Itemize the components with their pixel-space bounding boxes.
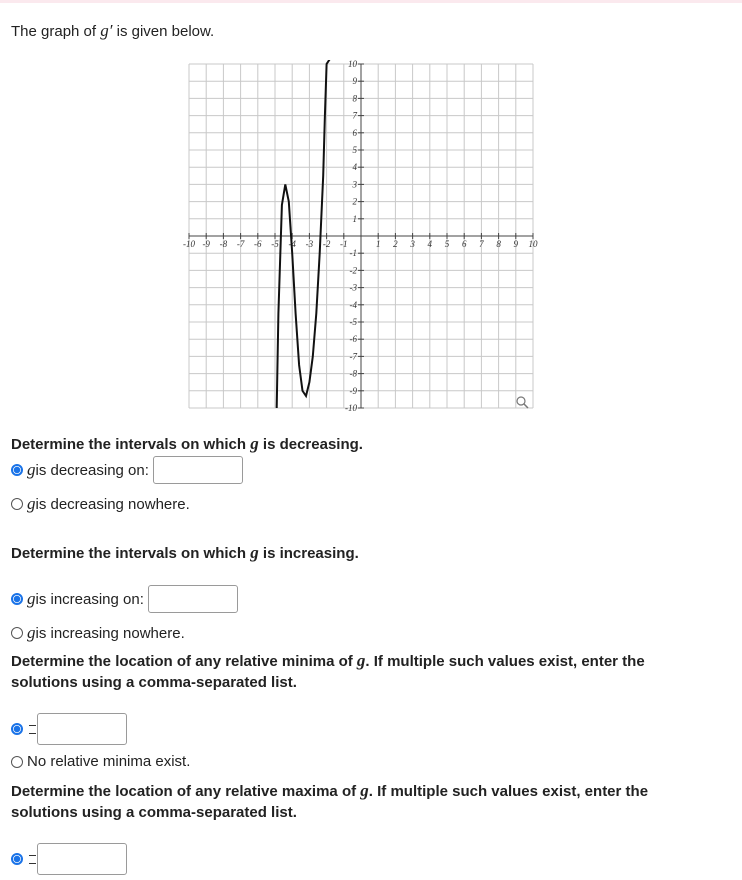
q4-after: . If multiple such values exist, enter the solutions using a comma-separated list.: [11, 783, 649, 821]
prompt-before: The graph of: [11, 23, 101, 40]
decreasing-on-option[interactable]: [11, 456, 243, 484]
q1-after: is decreasing.: [258, 436, 363, 453]
question-maxima: [11, 780, 701, 823]
derivative-curve: [277, 55, 346, 408]
x-tick-label: 10: [528, 239, 538, 249]
question-minima: [11, 650, 701, 693]
increasing-on-label: is increasing on:: [35, 590, 144, 608]
x-tick-label: -3: [305, 239, 314, 249]
x-tick-label: 4: [427, 239, 433, 249]
x-tick-label: -9: [202, 239, 210, 249]
decreasing-on-radio[interactable]: [11, 464, 23, 476]
question-increasing: [11, 542, 731, 564]
increasing-on-var: g: [27, 589, 36, 608]
q2-before: Determine the intervals on which: [11, 545, 251, 562]
y-tick-label: 10: [348, 59, 357, 69]
q3-after: . If multiple such values exist, enter the solutions using a comma-separated list.: [11, 653, 645, 691]
y-tick-label: -1: [349, 248, 357, 259]
x-tick-label: 9: [513, 239, 519, 249]
y-tick-label: 1: [352, 213, 357, 224]
decreasing-on-var: g: [27, 460, 36, 479]
q1-var: g: [250, 434, 259, 453]
q2-var: g: [250, 543, 259, 562]
prompt-function: g′: [100, 21, 113, 40]
x-tick-label: -8: [219, 239, 228, 249]
y-tick-label: 3: [352, 179, 357, 190]
y-tick-label: 9: [352, 76, 357, 87]
x-tick-label: 8: [496, 239, 501, 249]
increasing-nowhere-option[interactable]: [11, 623, 185, 643]
prompt-text: [11, 21, 214, 41]
y-tick-label: -6: [349, 334, 357, 345]
equals-sign: [29, 725, 36, 734]
maxima-input[interactable]: [37, 843, 127, 875]
y-tick-label: 2: [352, 196, 357, 207]
q1-before: Determine the intervals on which: [11, 436, 251, 453]
x-tick-label: -10: [183, 239, 195, 249]
no-minima-option[interactable]: [11, 753, 190, 770]
decreasing-nowhere-option[interactable]: [11, 494, 190, 514]
y-tick-label: -5: [349, 317, 357, 327]
x-tick-label: 2: [393, 239, 398, 249]
minima-value-option[interactable]: [11, 713, 127, 745]
y-tick-label: -7: [349, 351, 357, 362]
x-tick-label: -4: [288, 239, 296, 249]
q2-after: is increasing.: [258, 545, 359, 562]
x-tick-label: 6: [461, 239, 467, 249]
q3-var: g: [356, 651, 366, 670]
y-tick-label: 5: [352, 145, 357, 155]
magnify-icon[interactable]: [517, 397, 528, 408]
equals-sign: [29, 855, 36, 864]
x-tick-label: 7: [479, 239, 484, 249]
y-tick-label: -10: [345, 403, 357, 413]
q4-var: g: [360, 781, 369, 800]
x-tick-label: -5: [271, 239, 279, 249]
y-tick-label: 4: [352, 162, 357, 173]
q3-before: Determine the location of any relative minima of: [11, 653, 357, 670]
decreasing-nowhere-radio[interactable]: [11, 498, 23, 510]
x-tick-label: 5: [444, 239, 450, 249]
decreasing-nowhere-label: is decreasing nowhere.: [35, 495, 190, 513]
top-accent-line: [0, 0, 742, 3]
x-tick-label: -2: [322, 239, 331, 249]
prompt-after: is given below.: [112, 23, 215, 40]
y-tick-label: -8: [349, 368, 357, 379]
y-tick-label: -4: [349, 299, 357, 310]
maxima-value-option[interactable]: [11, 843, 127, 875]
question-decreasing: [11, 433, 731, 455]
decreasing-on-label: is decreasing on:: [35, 461, 149, 479]
y-tick-label: 8: [352, 93, 357, 104]
increasing-nowhere-label: is increasing nowhere.: [35, 624, 185, 642]
x-tick-label: 1: [375, 239, 381, 249]
x-tick-label: -7: [236, 239, 245, 249]
x-tick-label: 3: [410, 239, 415, 249]
increasing-nowhere-var: g: [27, 623, 36, 642]
no-minima-label: No relative minima exist.: [27, 753, 191, 770]
y-tick-label: -9: [349, 385, 357, 396]
q4-before: Determine the location of any relative maxima of: [11, 783, 361, 800]
derivative-graph[interactable]: [185, 60, 537, 412]
increasing-on-radio[interactable]: [11, 593, 23, 605]
increasing-nowhere-radio[interactable]: [11, 627, 23, 639]
decreasing-interval-input[interactable]: [153, 456, 243, 484]
x-tick-label: -6: [254, 239, 262, 249]
maxima-value-radio[interactable]: [11, 853, 23, 865]
y-tick-label: 6: [352, 127, 357, 138]
decreasing-nowhere-var: g: [27, 494, 36, 513]
y-tick-label: -3: [349, 282, 357, 293]
increasing-interval-input[interactable]: [148, 585, 238, 613]
minima-input[interactable]: [37, 713, 127, 745]
no-minima-radio[interactable]: [11, 756, 23, 768]
x-tick-label: -1: [340, 239, 348, 249]
increasing-on-option[interactable]: [11, 585, 238, 613]
y-tick-label: -2: [349, 265, 357, 276]
minima-value-radio[interactable]: [11, 723, 23, 735]
y-tick-label: 7: [352, 110, 357, 121]
